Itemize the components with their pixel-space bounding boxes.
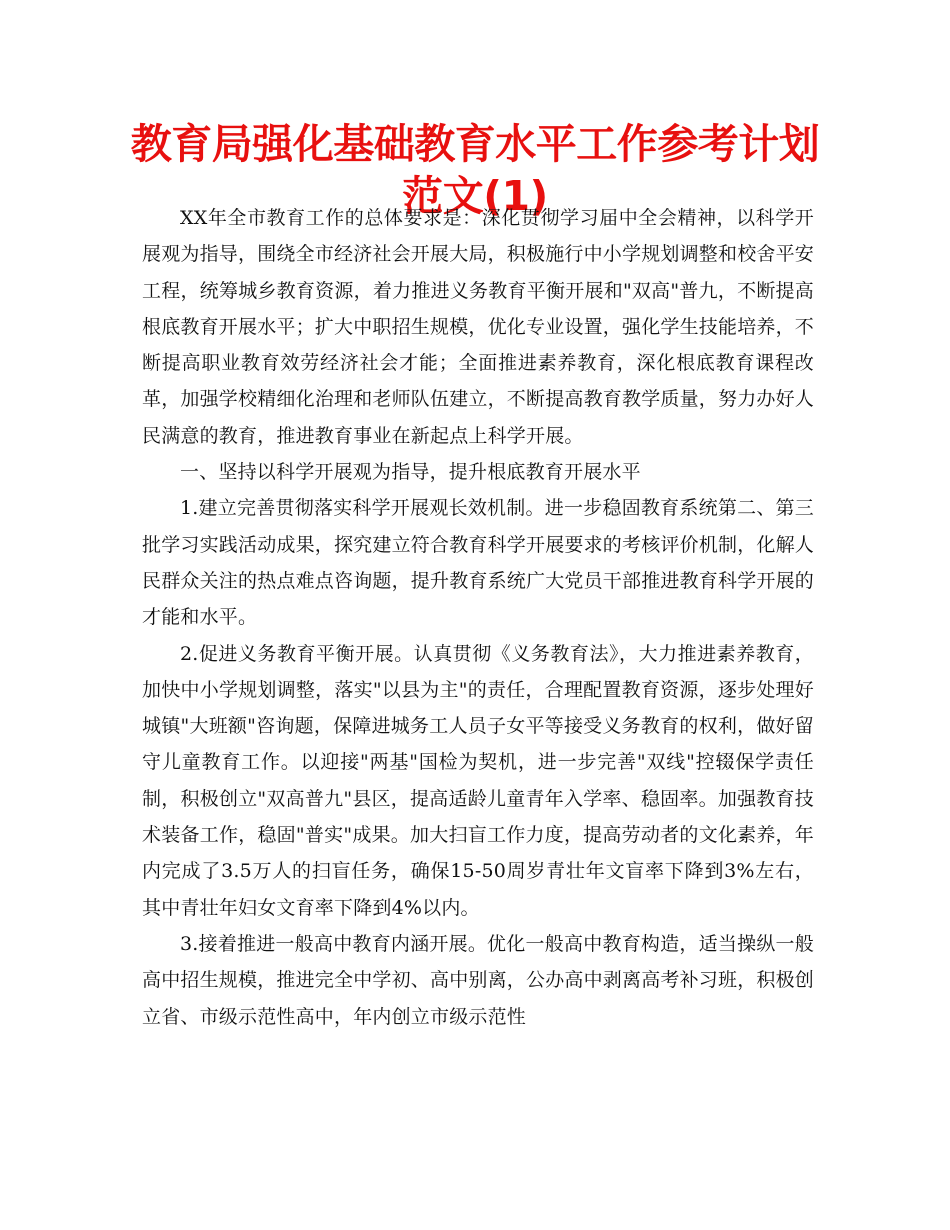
document-body [142, 200, 814, 1035]
document-title: 教育局强化基础教育水平工作参考计划范文(1) [130, 120, 820, 220]
paragraph-item-2: 2.促进义务教育平衡开展。认真贯彻《义务教育法》，大力推进素养教育，加快中小学规划调整，落实"以县为主"的责任，合理配置教育资源，逐步处理好城镇"大班额"咨询题，保障进城务工人员子女平等接受义务教育的权利，做好留守儿童教育工作。以迎接"两基"国检为契机，进一步完善"双线"控辍保学责任制，积极创立"双高普九"县区，提高适龄儿童青年入学率、稳固率。加强教育技术装备工作，稳固"普实"成果。加大扫盲工作力度，提高劳动者的文化素养，年内完成了3.5万人的扫盲任务，确保15-50周岁青壮年文盲率下降到3%左右，其中青壮年妇女文育率下降到4%以内。 [142, 642, 814, 919]
paragraph-item-3: 3.接着推进一般高中教育内涵开展。优化一般高中教育构造，适当操纵一般高中招生规模，推进完全中学初、高中别离，公办高中剥离高考补习班，积极创立省、市级示范性高中，年内创立市级示范性 [142, 932, 815, 1028]
section-heading: 一、坚持以科学开展观为指导，提升根底教育开展水平 [180, 461, 641, 484]
paragraph-item-1: 1.建立完善贯彻落实科学开展观长效机制。进一步稳固教育系统第二、第三批学习实践活动成果，探究建立符合教育科学开展要求的考核评价机制，化解人民群众关注的热点难点咨询题，提升教育系统广大党员干部推进教育科学开展的才能和水平。 [142, 497, 815, 629]
intro-paragraph: XX年全市教育工作的总体要求是：深化贯彻学习届中全会精神，以科学开展观为指导，围绕全市经济社会开展大局，积极施行中小学规划调整和校舍平安工程，统筹城乡教育资源，着力推进义务教育平衡开展和"双高"普九，不断提高根底教育开展水平；扩大中职招生规模，优化专业设置，强化学生技能培养，不断提高职业教育效劳经济社会才能；全面推进素养教育，深化根底教育课程改革，加强学校精细化治理和老师队伍建立，不断提高教育教学质量，努力办好人民满意的教育，推进教育事业在新起点上科学开展。 [142, 207, 815, 447]
